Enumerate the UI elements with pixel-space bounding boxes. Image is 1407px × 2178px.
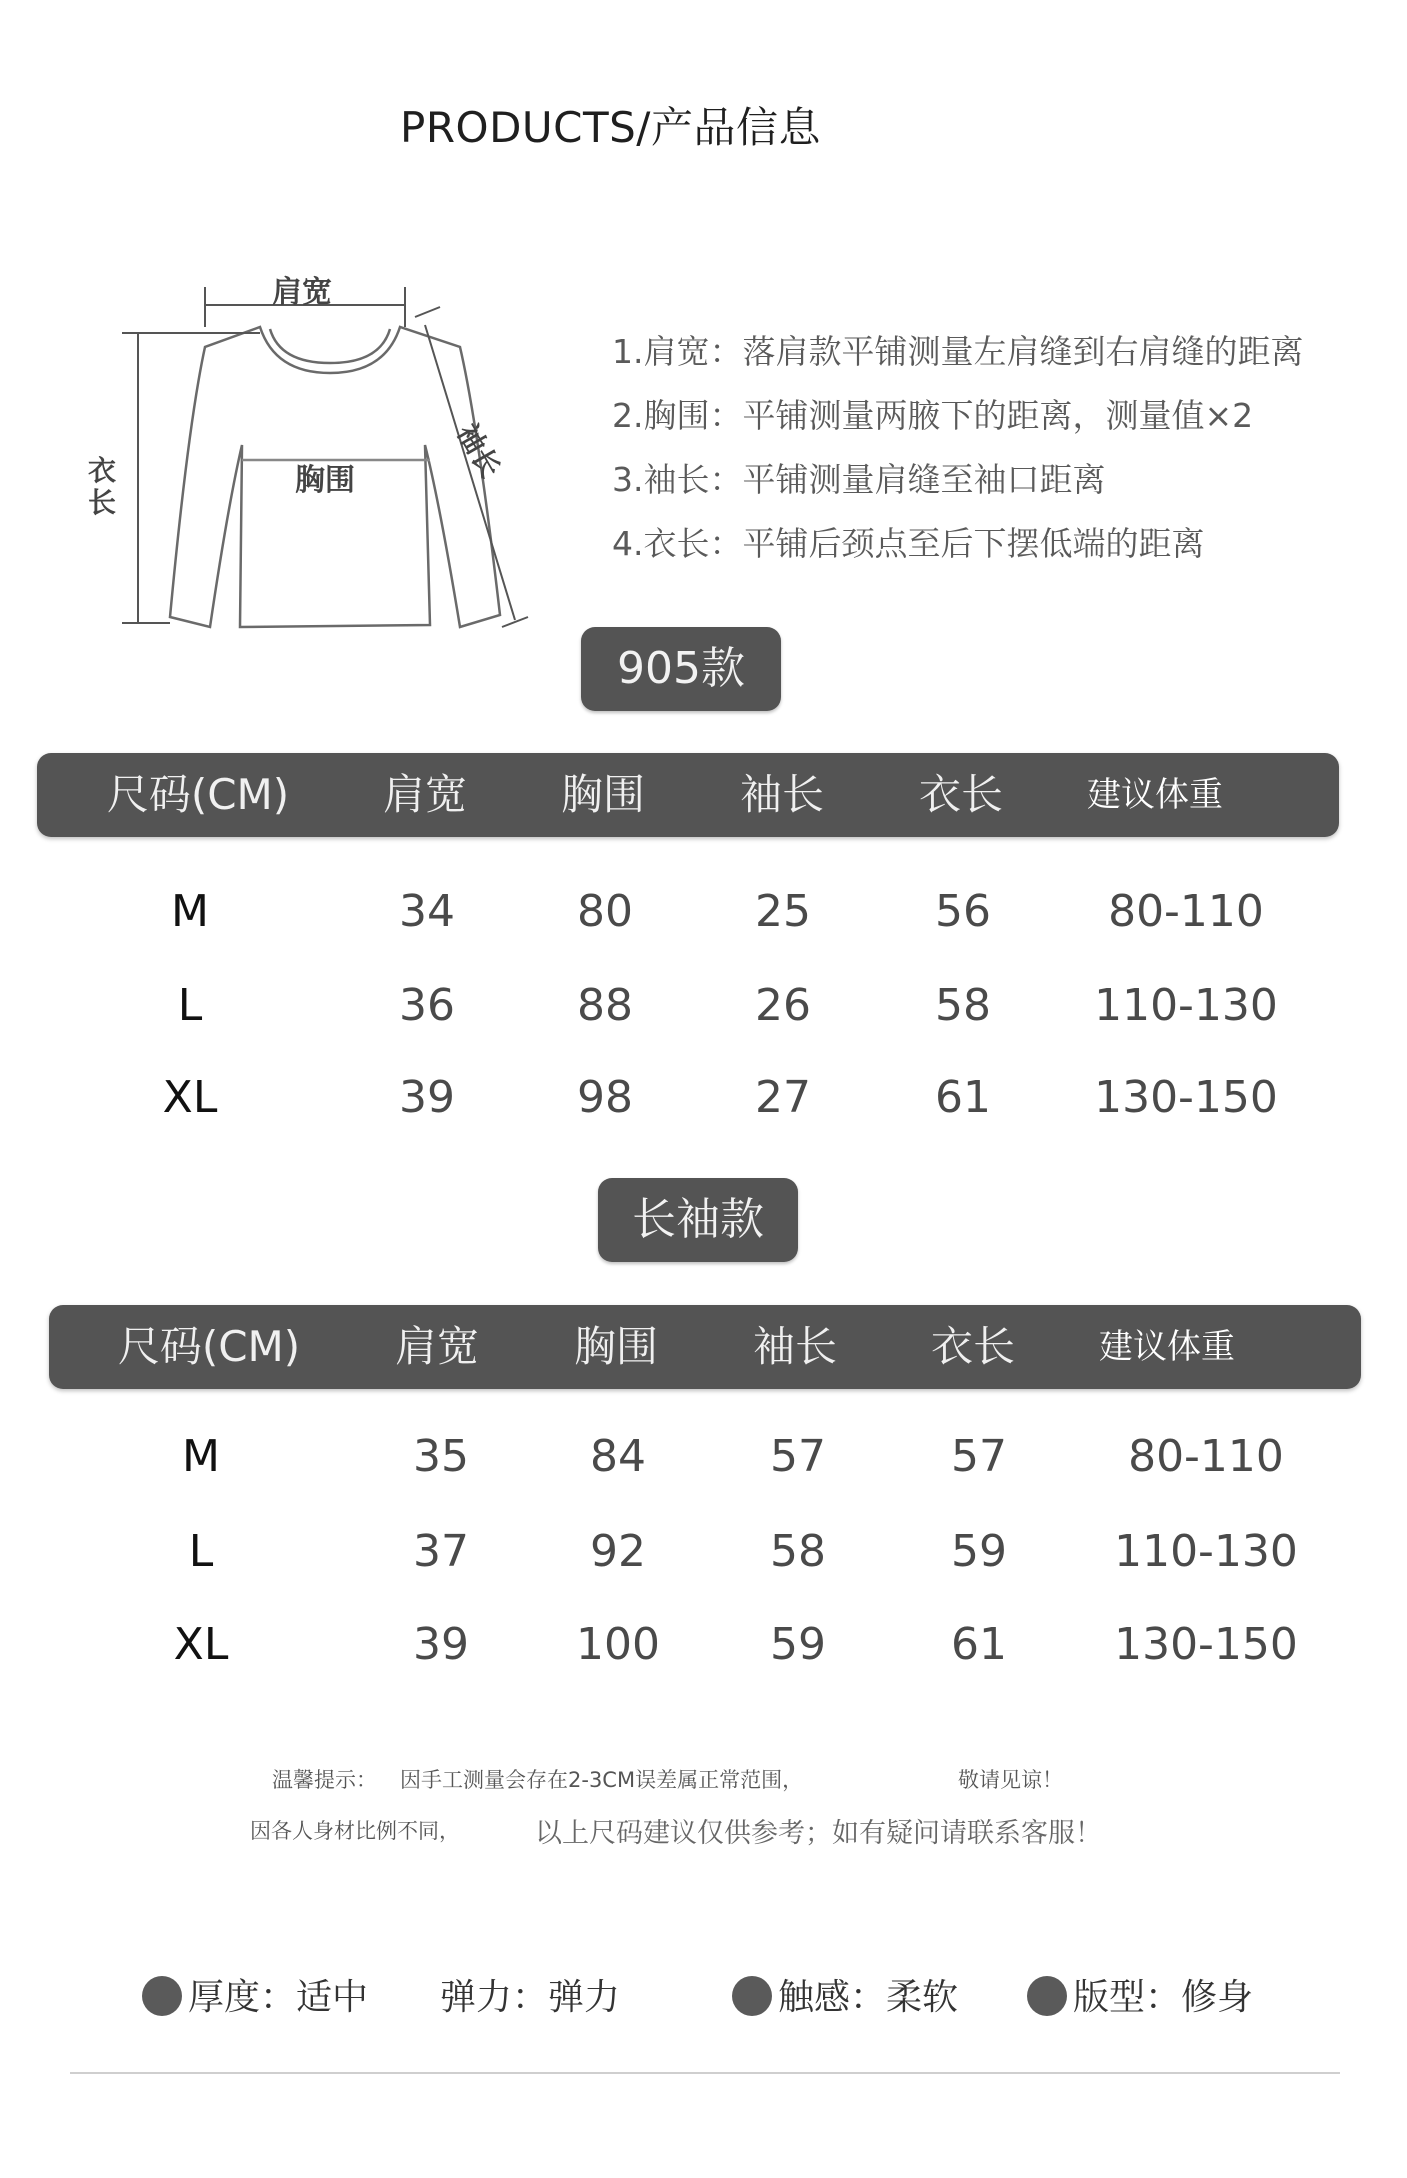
- cell-chest: 100: [576, 1619, 660, 1670]
- touch-icon: [732, 1976, 772, 2016]
- table2-tag: 长袖款: [598, 1178, 798, 1262]
- header-length: 衣长: [930, 1322, 1016, 1371]
- cell-size: M: [182, 1431, 220, 1482]
- feature-fit-label: 版型：修身: [1073, 1977, 1254, 2018]
- measurement-notes: [612, 330, 1304, 586]
- cell-chest: 84: [590, 1431, 646, 1482]
- cell-shoulder: 39: [413, 1619, 469, 1670]
- feature-touch: [732, 1973, 958, 2023]
- table-row: [0, 976, 1407, 1036]
- fit-icon: [1027, 1976, 1067, 2016]
- tip-body-difference: 因各人身材比例不同，: [250, 1819, 460, 1843]
- feature-elasticity: [440, 1973, 620, 2023]
- feature-elasticity-label: 弹力：弹力: [440, 1977, 621, 2018]
- header-sleeve: 袖长: [752, 1322, 838, 1371]
- diagram-label-length: 衣长: [88, 454, 117, 519]
- note-sleeve: 3.袖长：平铺测量肩缝至袖口距离: [612, 460, 1106, 499]
- cell-chest: 88: [577, 980, 633, 1031]
- diagram-label-shoulder: 肩宽: [272, 275, 332, 310]
- cell-chest: 92: [590, 1526, 646, 1577]
- note-length: 4.衣长：平铺后颈点至后下摆低端的距离: [612, 524, 1205, 563]
- cell-size: L: [177, 980, 203, 1031]
- tip-reference-only: 以上尺码建议仅供参考；如有疑问请联系客服！: [535, 1818, 1102, 1849]
- table-row: [0, 882, 1407, 942]
- cell-shoulder: 36: [399, 980, 455, 1031]
- feature-thickness-label: 厚度：适中: [188, 1977, 369, 2018]
- cell-sleeve: 58: [770, 1526, 826, 1577]
- cell-chest: 80: [577, 886, 633, 937]
- cell-size: XL: [173, 1619, 229, 1670]
- header-size: 尺码(CM): [106, 770, 290, 819]
- table-row: [0, 1068, 1407, 1128]
- header-sleeve: 袖长: [739, 770, 825, 819]
- cell-chest: 98: [577, 1072, 633, 1123]
- table1-tag: 905款: [581, 627, 781, 711]
- header-chest: 胸围: [573, 1322, 659, 1371]
- cell-size: M: [171, 886, 209, 937]
- cell-sleeve: 27: [755, 1072, 811, 1123]
- cell-weight: 80-110: [1108, 886, 1264, 937]
- diagram-label-chest: 胸围: [295, 463, 355, 498]
- cell-length: 58: [935, 980, 991, 1031]
- note-chest: 2.胸围：平铺测量两腋下的距离，测量值×2: [612, 396, 1254, 435]
- thickness-icon: [142, 1976, 182, 2016]
- table2-header: [49, 1305, 1361, 1389]
- cell-length: 61: [935, 1072, 991, 1123]
- feature-thickness: [142, 1973, 368, 2023]
- header-size: 尺码(CM): [117, 1322, 301, 1371]
- cell-length: 57: [951, 1431, 1007, 1482]
- cell-weight: 130-150: [1114, 1619, 1298, 1670]
- cell-shoulder: 34: [399, 886, 455, 937]
- header-weight: 建议体重: [1099, 1327, 1235, 1367]
- table-row: [0, 1522, 1407, 1582]
- cell-sleeve: 26: [755, 980, 811, 1031]
- feature-fit: [1027, 1973, 1253, 2023]
- cell-weight: 130-150: [1094, 1072, 1278, 1123]
- divider: [70, 2072, 1340, 2074]
- header-weight: 建议体重: [1087, 775, 1223, 815]
- page-title: PRODUCTS/产品信息: [400, 103, 821, 152]
- cell-size: L: [188, 1526, 214, 1577]
- cell-weight: 80-110: [1128, 1431, 1284, 1482]
- measurement-diagram: [88, 255, 540, 655]
- cell-shoulder: 37: [413, 1526, 469, 1577]
- note-shoulder: 1.肩宽：落肩款平铺测量左肩缝到右肩缝的距离: [612, 332, 1304, 371]
- tip-apology: 敬请见谅！: [958, 1768, 1063, 1792]
- cell-length: 56: [935, 886, 991, 937]
- diagram-label-sleeve: 袖长: [450, 418, 508, 484]
- tip-label: 温馨提示：: [272, 1768, 377, 1792]
- header-length: 衣长: [918, 770, 1004, 819]
- cell-sleeve: 59: [770, 1619, 826, 1670]
- table-row: [0, 1427, 1407, 1487]
- table1-header: [37, 753, 1339, 837]
- cell-sleeve: 25: [755, 886, 811, 937]
- cell-length: 61: [951, 1619, 1007, 1670]
- cell-length: 59: [951, 1526, 1007, 1577]
- cell-shoulder: 35: [413, 1431, 469, 1482]
- table-row: [0, 1615, 1407, 1675]
- cell-shoulder: 39: [399, 1072, 455, 1123]
- header-chest: 胸围: [560, 770, 646, 819]
- header-shoulder: 肩宽: [394, 1322, 480, 1371]
- header-shoulder: 肩宽: [382, 770, 468, 819]
- cell-size: XL: [162, 1072, 218, 1123]
- tip-error-range: 因手工测量会存在2-3CM误差属正常范围，: [400, 1768, 804, 1792]
- cell-sleeve: 57: [770, 1431, 826, 1482]
- cell-weight: 110-130: [1094, 980, 1278, 1031]
- cell-weight: 110-130: [1114, 1526, 1298, 1577]
- feature-touch-label: 触感：柔软: [778, 1977, 959, 2018]
